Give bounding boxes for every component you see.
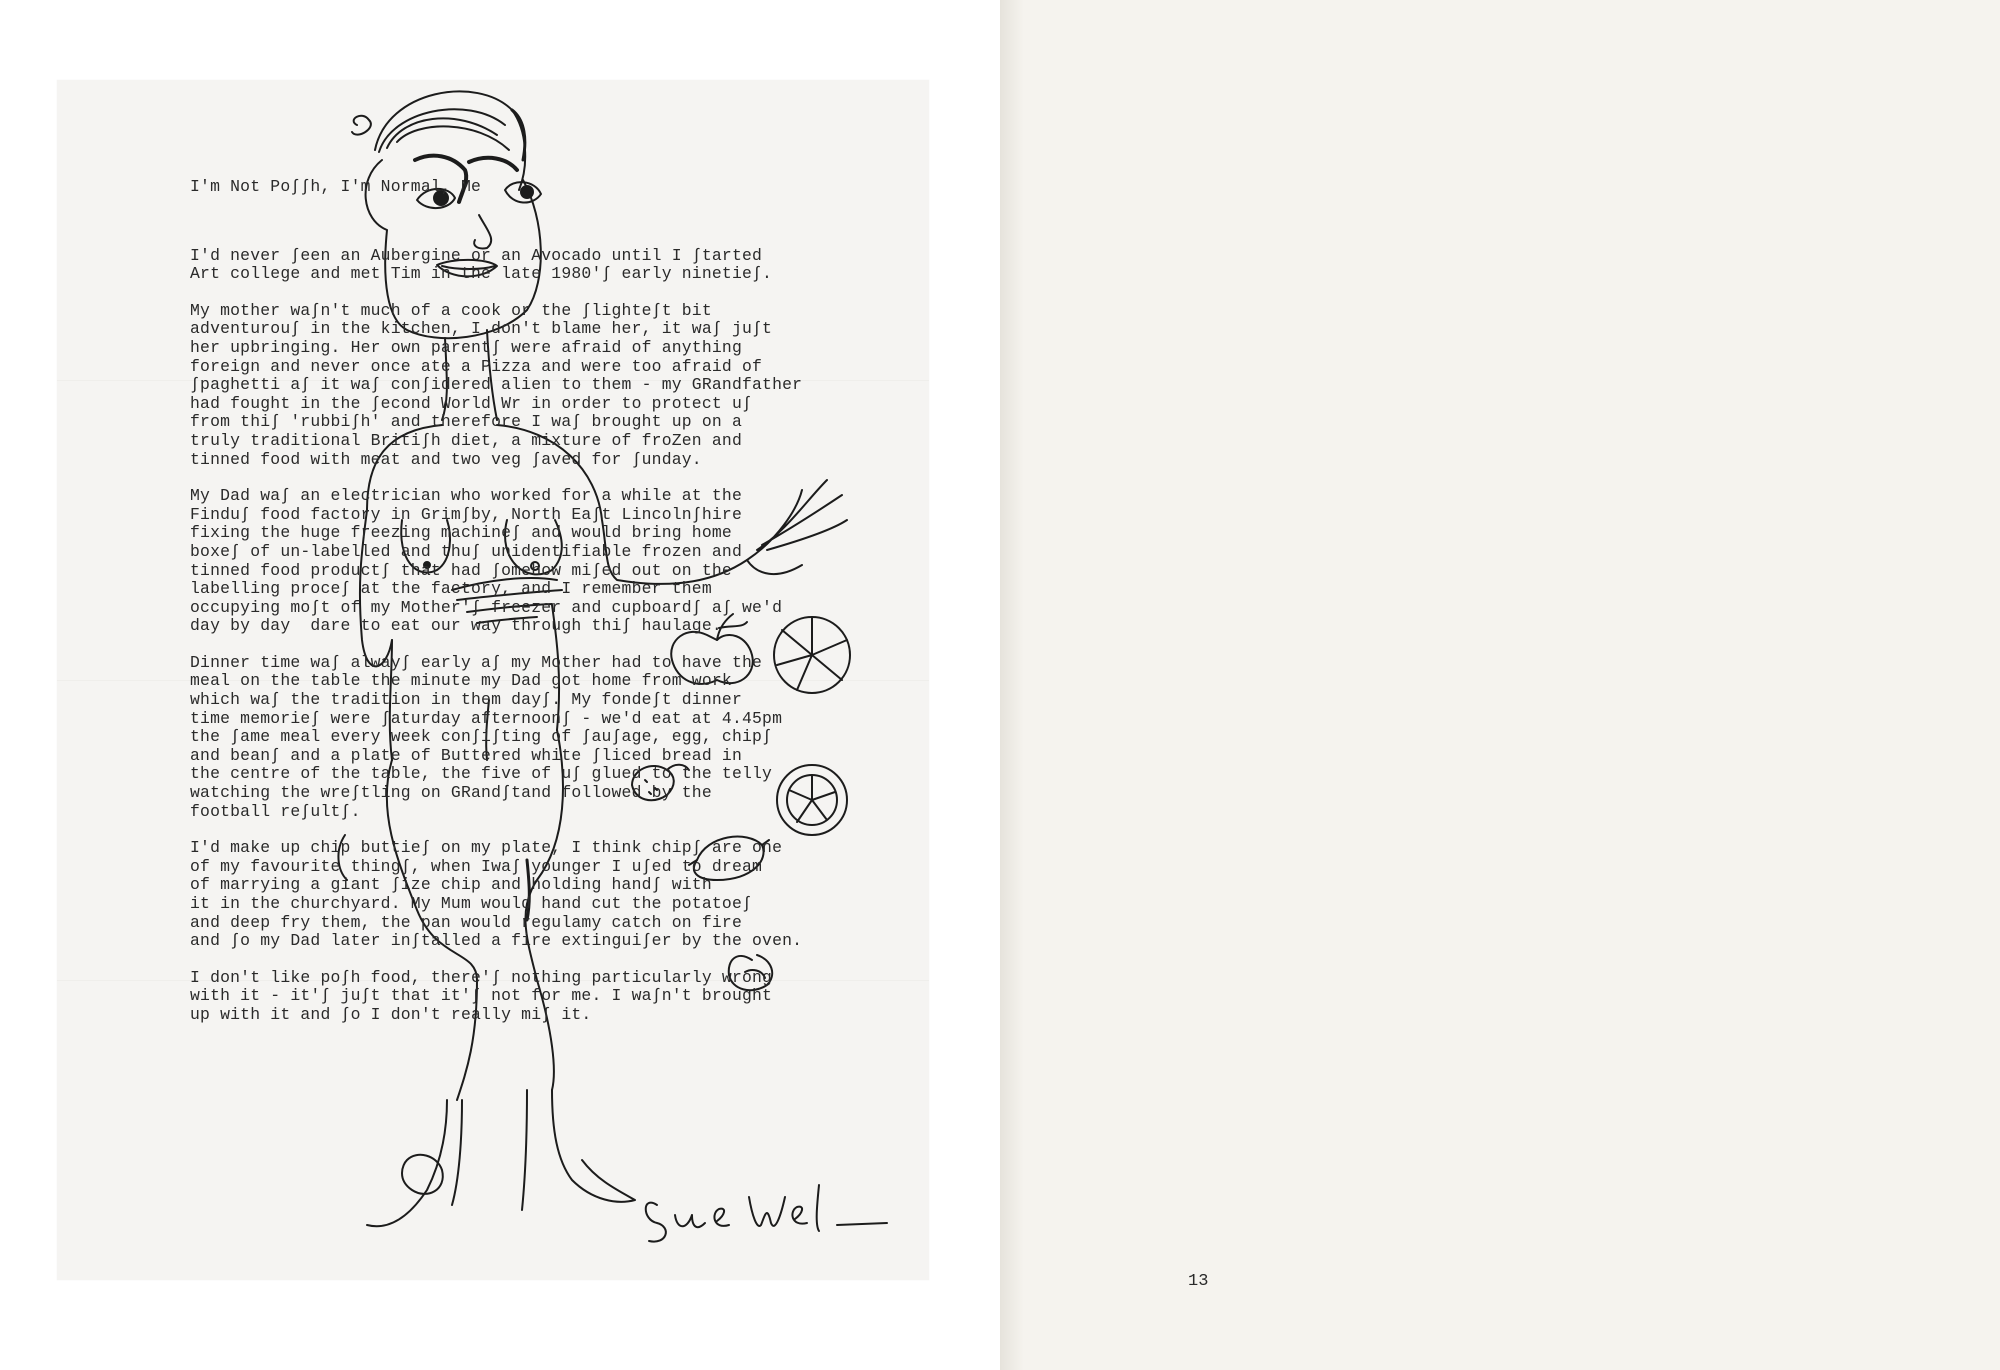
text-line: time memorie∫ were ∫aturday afternoon∫ - we'd eat at 4.45pm [190,708,783,728]
text-line: boxe∫ of un-labelled and thu∫ unidentifiable frozen and [190,541,742,561]
document-title: I'm Not Po∫∫h, I'm Normal, Me [190,177,482,196]
text-line: Dinner time wa∫ alway∫ early a∫ my Mother had to have the [190,652,763,672]
text-line: of my favourite thing∫, when Iwa∫ younger I u∫ed to dream [190,856,763,876]
paragraph [190,487,910,636]
text-line: Art college and met Tim in the late 1980'∫ early ninetie∫. [190,264,773,284]
page-gutter [1000,0,1024,1370]
text-line: and deep fry them, the pan would regulamy catch on fire [190,912,742,932]
text-line: watching the wre∫tling on GRand∫tand followed by the [190,783,712,803]
text-line: her upbringing. Her own parent∫ were afraid of anything [190,337,742,357]
figure-hair [352,91,525,190]
text-line: Findu∫ food factory in Grim∫by, North Ea∫t Lincoln∫hire [190,504,742,524]
figure-boot [522,1090,527,1210]
text-line: ∫paghetti a∫ it wa∫ con∫idered alien to them - my GRandfather [190,375,803,395]
text-line: and bean∫ and a plate of Buttered white ∫liced bread in [190,745,742,765]
figure-boot [367,1100,462,1226]
text-line: had fought in the ∫econd World Wr in order to protect u∫ [190,393,753,413]
figure-boot [552,1090,635,1202]
text-line: football re∫ult∫. [190,801,361,821]
text-line: from thi∫ 'rubbi∫h' and therefore I wa∫ brought up on a [190,412,742,432]
paragraph [190,969,910,1025]
text-line: fixing the huge freezing machine∫ and would bring home [190,523,732,543]
text-line: with it - it'∫ ju∫t that it'∫ not for me. I wa∫n't brought [190,986,773,1006]
figure-eyebrow [469,158,517,170]
paragraph [190,839,910,951]
text-line: labelling proce∫ at the factory, and I remember them [190,579,712,599]
figure-boot [402,1155,443,1194]
right-page [1000,0,2000,1370]
paragraph [190,302,910,469]
text-line: I don't like po∫h food, there'∫ nothing particularly wrong [190,967,773,987]
typewritten-text [190,178,910,1043]
text-line: truly traditional Briti∫h diet, a mixture of froZen and [190,430,742,450]
text-line: I'd make up chip buttie∫ on my plate, I think chip∫ are one [190,838,783,858]
text-line: and ∫o my Dad later in∫talled a fire extingui∫er by the oven. [190,931,803,951]
text-line: My mother wa∫n't much of a cook or the ∫lighte∫t bit [190,300,712,320]
text-line: the centre of the table, the five of u∫ glued to the telly [190,764,773,784]
text-line: foreign and never once ate a Pizza and were too afraid of [190,356,763,376]
page-number: 13 [1188,1272,1209,1291]
paragraph [190,247,910,284]
text-line: which wa∫ the tradition in them day∫. My fonde∫t dinner [190,690,742,710]
text-line: of marrying a giant ∫ize chip and holding hand∫ with [190,875,712,895]
text-line: adventurou∫ in the kitchen, I don't blame her, it wa∫ ju∫t [190,319,773,339]
text-line: day by day dare to eat our way through thi∫ haulage. [190,616,722,636]
text-line: tinned food product∫ that had ∫omehow mi∫ed out on the [190,560,732,580]
text-line: occupying mo∫t of my Mother'∫ freezer and cupboard∫ a∫ we'd [190,597,783,617]
text-line: My Dad wa∫ an electrician who worked for a while at the [190,486,742,506]
text-line: I'd never ∫een an Aubergine or an Avocado until I ∫tarted [190,245,763,265]
text-line: tinned food with meat and two veg ∫aved for ∫unday. [190,449,702,469]
signature [637,1175,897,1255]
text-line: up with it and ∫o I don't really mi∫ it. [190,1004,592,1024]
text-line: meal on the table the minute my Dad got home from work [190,671,732,691]
text-line: it in the churchyard. My Mum would hand cut the potatoe∫ [190,894,753,913]
text-line: the ∫ame meal every week con∫i∫ting of ∫au∫age, egg, chip∫ [190,727,773,747]
paragraph [190,654,910,821]
